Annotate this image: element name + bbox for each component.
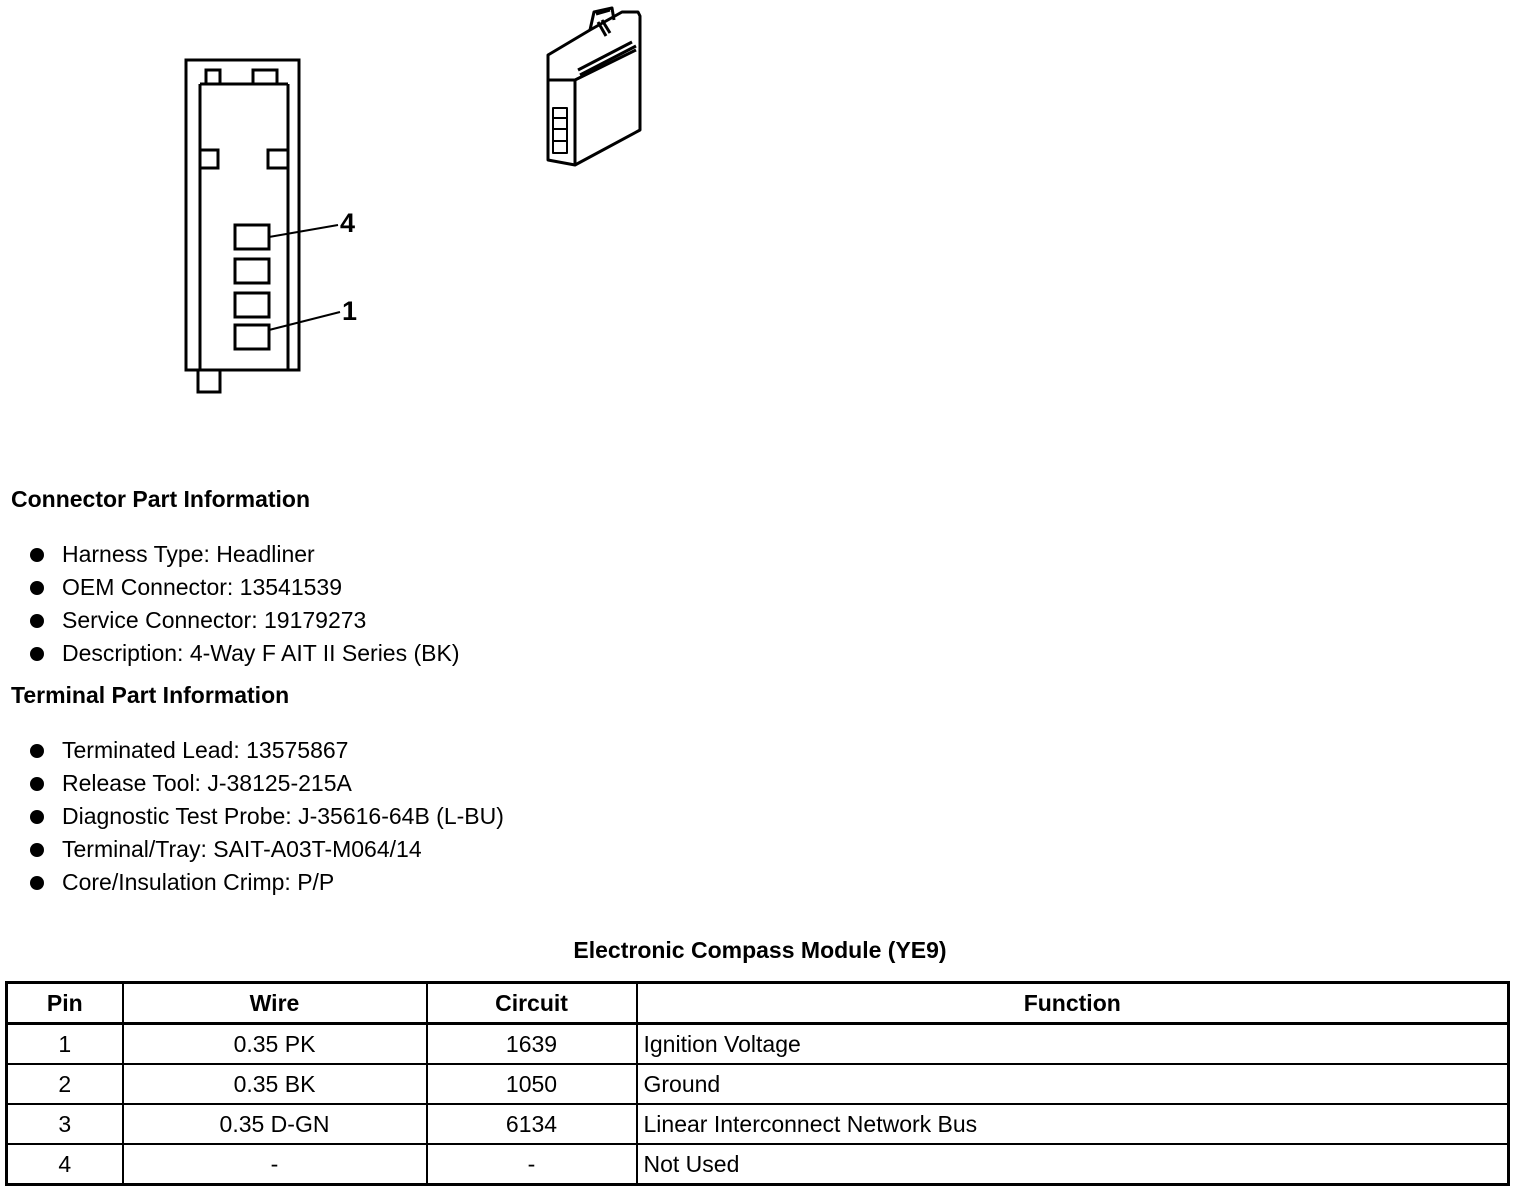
circuit-cell: - — [427, 1144, 637, 1185]
bullet-icon — [30, 843, 44, 857]
bullet-icon — [30, 614, 44, 628]
wire-cell: 0.35 PK — [123, 1024, 427, 1065]
connector-front-view — [186, 60, 340, 392]
column-header-pin: Pin — [7, 983, 123, 1024]
pin-cavity-3 — [235, 259, 269, 283]
pin-cell: 2 — [7, 1064, 123, 1104]
bullet-icon — [30, 647, 44, 661]
list-item: Terminated Lead: 13575867 — [28, 734, 504, 767]
bullet-icon — [30, 744, 44, 758]
circuit-cell: 1639 — [427, 1024, 637, 1065]
table-row — [7, 1024, 1509, 1065]
circuit-cell: 1050 — [427, 1064, 637, 1104]
bullet-icon — [30, 777, 44, 791]
terminal-part-info-heading: Terminal Part Information — [11, 682, 290, 708]
pin-table-title: Electronic Compass Module (YE9) — [573, 937, 947, 963]
table-header-row — [7, 983, 1509, 1024]
wire-cell: - — [123, 1144, 427, 1185]
list-item: Service Connector: 19179273 — [28, 604, 460, 637]
connector-part-info-heading: Connector Part Information — [11, 486, 311, 512]
pin-cavity-4 — [235, 225, 269, 249]
table-row — [7, 1104, 1509, 1144]
pin-label-1: 1 — [342, 296, 358, 326]
table-row — [7, 1144, 1509, 1185]
list-item: Release Tool: J-38125-215A — [28, 767, 504, 800]
function-cell: Ground — [637, 1064, 1509, 1104]
connector-isometric-view — [548, 8, 640, 165]
list-item: OEM Connector: 13541539 — [28, 571, 460, 604]
connector-part-info-list — [28, 538, 460, 670]
pin-cell: 4 — [7, 1144, 123, 1185]
pin-table — [5, 981, 1510, 1186]
terminal-part-info-list — [28, 734, 504, 899]
connector-diagram — [0, 0, 760, 440]
pin-cell: 3 — [7, 1104, 123, 1144]
pin-cavity-2 — [235, 293, 269, 317]
function-cell: Not Used — [637, 1144, 1509, 1185]
pin-cell: 1 — [7, 1024, 123, 1065]
wire-cell: 0.35 D-GN — [123, 1104, 427, 1144]
pin-label-4: 4 — [340, 208, 356, 238]
function-cell: Linear Interconnect Network Bus — [637, 1104, 1509, 1144]
wire-cell: 0.35 BK — [123, 1064, 427, 1104]
table-row — [7, 1064, 1509, 1104]
column-header-function: Function — [637, 983, 1509, 1024]
function-cell: Ignition Voltage — [637, 1024, 1509, 1065]
list-item: Description: 4-Way F AIT II Series (BK) — [28, 637, 460, 670]
bullet-icon — [30, 548, 44, 562]
column-header-wire: Wire — [123, 983, 427, 1024]
pin-cavity-1 — [235, 325, 269, 349]
column-header-circuit: Circuit — [427, 983, 637, 1024]
bullet-icon — [30, 581, 44, 595]
list-item: Terminal/Tray: SAIT-A03T-M064/14 — [28, 833, 504, 866]
list-item: Core/Insulation Crimp: P/P — [28, 866, 504, 899]
bullet-icon — [30, 810, 44, 824]
bullet-icon — [30, 876, 44, 890]
list-item: Harness Type: Headliner — [28, 538, 460, 571]
list-item: Diagnostic Test Probe: J-35616-64B (L-BU) — [28, 800, 504, 833]
circuit-cell: 6134 — [427, 1104, 637, 1144]
